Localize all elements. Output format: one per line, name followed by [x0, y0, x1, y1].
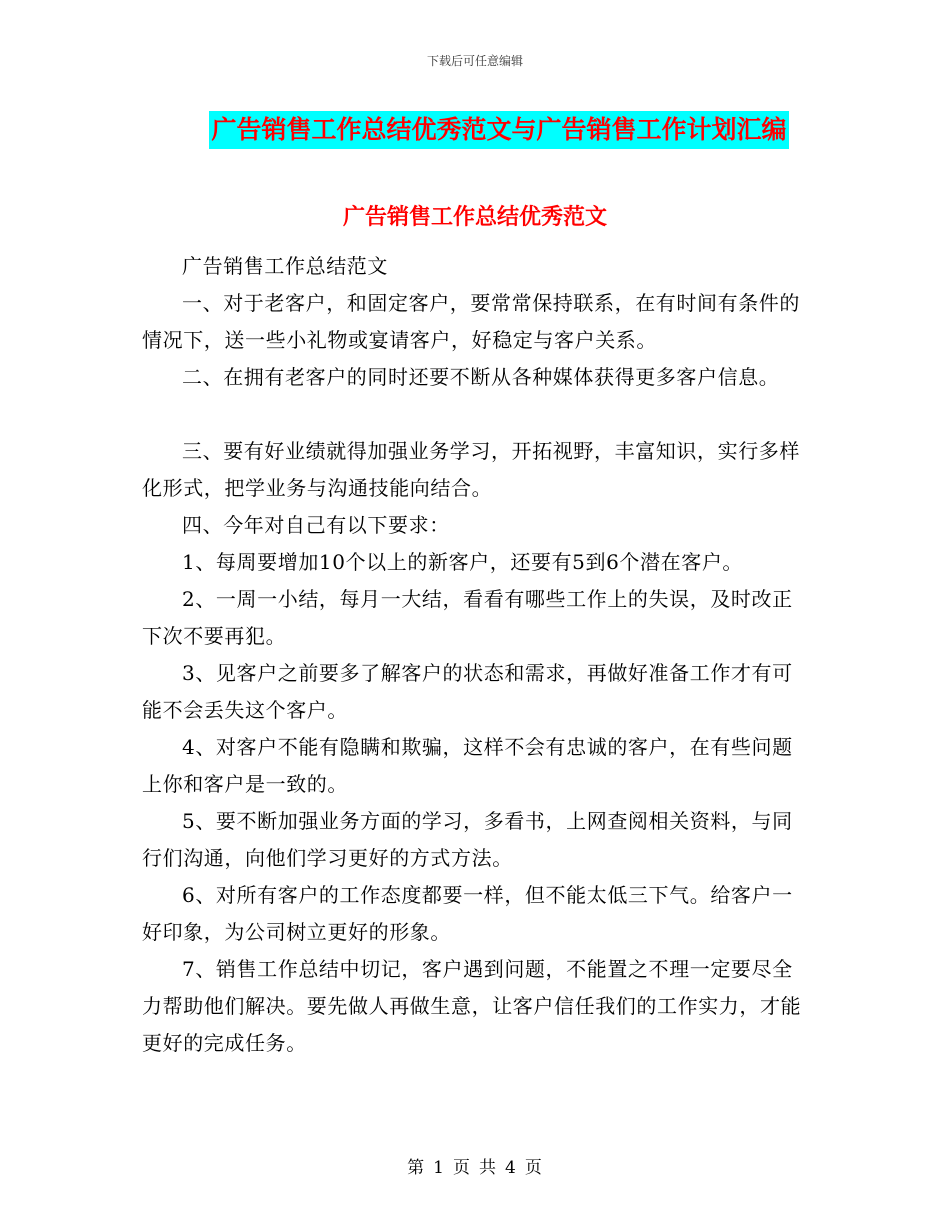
footer-page-number: 1 [433, 1158, 445, 1178]
paragraph: 一、对于老客户，和固定客户，要常常保持联系，在有时间有条件的情况下，送一些小礼物或宴请客户，好稳定与客户关系。 [142, 291, 800, 352]
paragraph: 1、每周要增加10个以上的新客户，还要有5到6个潜在客户。 [182, 550, 744, 574]
document-body [142, 248, 808, 1062]
footer-page-word: 页 [453, 1158, 471, 1178]
main-title: 广告销售工作总结优秀范文与广告销售工作计划汇编 [209, 111, 788, 149]
footer-total-pages: 4 [505, 1158, 517, 1178]
paragraph: 二、在拥有老客户的同时还要不断从各种媒体获得更多客户信息。 [182, 365, 780, 389]
header-note: 下载后可任意编辑 [426, 54, 523, 68]
paragraph: 5、要不断加强业务方面的学习，多看书，上网查阅相关资料，与同行们沟通，向他们学习更好的方式方法。 [142, 809, 793, 870]
main-title-container [0, 111, 950, 149]
page-footer [0, 1153, 950, 1178]
footer-suffix: 页 [524, 1158, 543, 1178]
section-title: 广告销售工作总结优秀范文 [342, 204, 607, 230]
footer-prefix: 第 [407, 1158, 426, 1178]
paragraph: 4、对客户不能有隐瞒和欺骗，这样不会有忠诚的客户，在有些问题上你和客户是一致的。 [142, 735, 793, 796]
paragraph: 3、见客户之前要多了解客户的状态和需求，再做好准备工作才有可能不会丢失这个客户。 [142, 661, 793, 722]
paragraph: 6、对所有客户的工作态度都要一样，但不能太低三下气。给客户一好印象，为公司树立更好的形象。 [142, 883, 793, 944]
paragraph: 三、要有好业绩就得加强业务学习，开拓视野，丰富知识，实行多样化形式，把学业务与沟通技能向结合。 [142, 439, 800, 500]
footer-total-word: 共 [479, 1158, 497, 1178]
paragraph: 2、一周一小结，每月一大结，看看有哪些工作上的失误，及时改正下次不要再犯。 [142, 587, 793, 648]
paragraph: 7、销售工作总结中切记，客户遇到问题，不能置之不理一定要尽全力帮助他们解决。要先做人再做生意，让客户信任我们的工作实力，才能更好的完成任务。 [142, 957, 802, 1055]
paragraph: 四、今年对自己有以下要求： [182, 513, 450, 537]
paragraph: 广告销售工作总结范文 [182, 254, 388, 278]
